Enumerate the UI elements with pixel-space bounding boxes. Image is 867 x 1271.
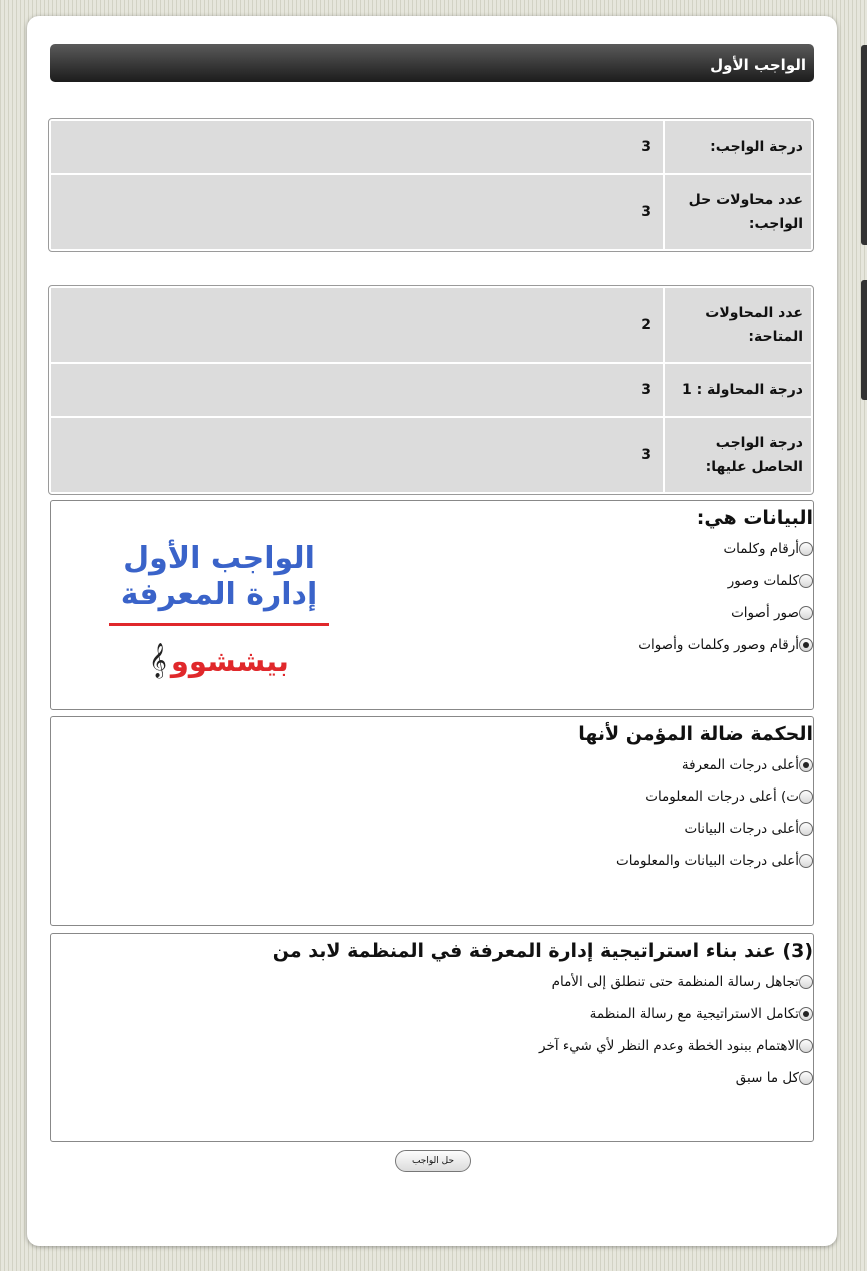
promo-brand	[109, 644, 329, 678]
info-label: درجة الواجب:	[663, 121, 811, 173]
promo-line-2: إدارة المعرفة	[120, 577, 318, 612]
option-3-2[interactable]	[51, 998, 813, 1030]
question-title: البيانات هي:	[696, 507, 813, 529]
option-label: أعلى درجات المعرفة	[681, 757, 799, 773]
option-label: ت) أعلى درجات المعلومات	[645, 789, 799, 805]
radio-button-selected[interactable]	[799, 758, 813, 772]
option-label: أرقام وكلمات	[723, 541, 799, 557]
homework-card	[27, 16, 837, 1246]
option-label: كلمات وصور	[727, 573, 799, 589]
info-label: درجة المحاولة : 1	[663, 364, 811, 416]
option-label: تجاهل رسالة المنظمة حتى تنطلق إلى الأمام	[551, 974, 799, 990]
question-3	[50, 933, 814, 1142]
radio-button[interactable]	[799, 854, 813, 868]
option-label: أعلى درجات البيانات	[684, 821, 799, 837]
info-value: 3	[641, 204, 651, 220]
info-row-attempts-count	[51, 175, 811, 249]
info-value: 3	[641, 382, 651, 398]
radio-button[interactable]	[799, 822, 813, 836]
attempt-info-table	[48, 285, 814, 495]
option-label: أعلى درجات البيانات والمعلومات	[615, 853, 799, 869]
info-row-obtained-grade	[51, 418, 811, 492]
option-3-3[interactable]	[51, 1030, 813, 1062]
promo-image	[109, 541, 329, 701]
info-label: عدد محاولات حل الواجب:	[663, 175, 811, 249]
promo-underline	[109, 623, 329, 626]
treble-clef-icon: 𝄞	[149, 643, 167, 678]
info-row-available-attempts	[51, 288, 811, 364]
radio-button[interactable]	[799, 1039, 813, 1053]
question-1	[50, 500, 814, 710]
option-label: الاهتمام ببنود الخطة وعدم النظر لأي شيء آخر	[539, 1038, 799, 1054]
info-label: درجة الواجب الحاصل عليها:	[663, 418, 811, 492]
radio-button[interactable]	[799, 1071, 813, 1085]
question-2	[50, 716, 814, 926]
option-label: تكامل الاستراتيجية مع رسالة المنظمة	[589, 1006, 799, 1022]
adjacent-window-edge-bottom	[861, 280, 867, 400]
question-title: الحكمة ضالة المؤمن لأنها	[578, 723, 813, 745]
option-2-4[interactable]	[51, 845, 813, 877]
option-3-1[interactable]	[51, 966, 813, 998]
option-3-4[interactable]	[51, 1062, 813, 1094]
option-2-2[interactable]	[51, 781, 813, 813]
adjacent-window-edge-top	[861, 45, 867, 245]
radio-button-selected[interactable]	[799, 638, 813, 652]
promo-brand-name: بيششوو	[170, 644, 289, 678]
homework-info-table	[48, 118, 814, 252]
info-row-grade	[51, 121, 811, 175]
submit-homework-button[interactable]: حل الواجب	[395, 1150, 471, 1172]
info-row-attempt-grade	[51, 364, 811, 418]
page-title: الواجب الأول	[50, 44, 814, 82]
option-label: صور أصوات	[731, 605, 799, 621]
radio-button-selected[interactable]	[799, 1007, 813, 1021]
info-value: 3	[641, 447, 651, 463]
info-value: 2	[641, 317, 651, 333]
info-label: عدد المحاولات المتاحة:	[663, 288, 811, 362]
option-label: أرقام وصور وكلمات وأصوات	[638, 637, 799, 653]
question-title: (3) عند بناء استراتيجية إدارة المعرفة في المنظمة لابد من	[272, 940, 813, 962]
radio-button[interactable]	[799, 790, 813, 804]
info-value: 3	[641, 139, 651, 155]
option-2-1[interactable]	[51, 749, 813, 781]
radio-button[interactable]	[799, 574, 813, 588]
radio-button[interactable]	[799, 975, 813, 989]
promo-line-1: الواجب الأول	[123, 541, 315, 576]
option-label: كل ما سبق	[735, 1070, 799, 1086]
radio-button[interactable]	[799, 606, 813, 620]
radio-button[interactable]	[799, 542, 813, 556]
option-2-3[interactable]	[51, 813, 813, 845]
